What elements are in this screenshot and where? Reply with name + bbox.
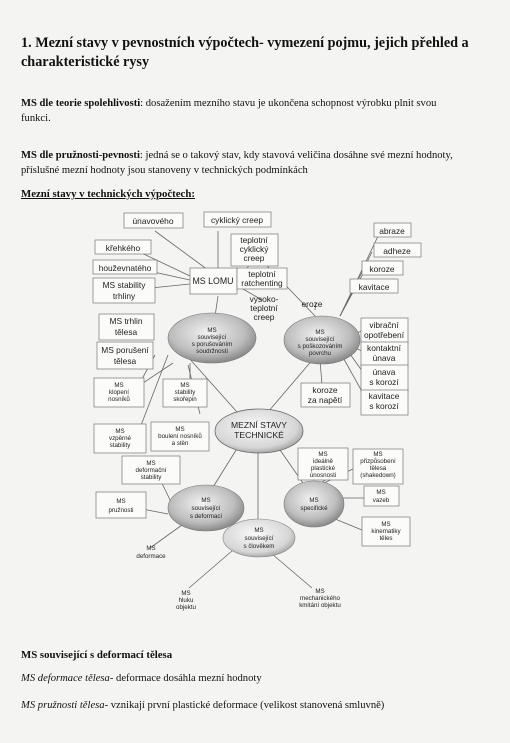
- svg-text:trhliny: trhliny: [112, 291, 136, 301]
- svg-text:cyklický: cyklický: [239, 244, 269, 254]
- svg-text:tělesa: tělesa: [113, 356, 137, 366]
- definition-reliability: MS dle teorie spolehlivosti: dosažením mezního stavu je ukončena schopnost výrobku plnit svou funkci.: [21, 98, 437, 124]
- svg-text:související: související: [244, 535, 274, 542]
- svg-text:s korozí: s korozí: [369, 401, 399, 411]
- buckling-label: MS: [115, 428, 125, 435]
- svg-text:stability: stability: [140, 474, 162, 481]
- cavitation-corrosion-label: kavitace: [368, 391, 400, 401]
- deformation-label: MS: [146, 545, 156, 552]
- thermal-ratcheting-label: teplotní: [248, 269, 276, 279]
- svg-text:opotřebení: opotřebení: [363, 330, 405, 340]
- svg-text:povrchu: povrchu: [308, 350, 332, 357]
- svg-text:s porušováním: s porušováním: [191, 341, 233, 348]
- svg-text:s poškozováním: s poškozováním: [297, 343, 343, 350]
- svg-text:skořepin: skořepin: [173, 396, 197, 403]
- svg-text:za napětí: za napětí: [307, 395, 343, 405]
- center-title: MEZNÍ STAVY: [230, 420, 288, 430]
- svg-text:kinematiky: kinematiky: [371, 528, 401, 535]
- svg-text:mechanického: mechanického: [300, 595, 340, 602]
- svg-text:stability: stability: [174, 389, 196, 396]
- svg-text:stability: stability: [109, 442, 131, 449]
- shell-stability-label: MS: [180, 382, 190, 389]
- constraints-label: MS: [376, 489, 386, 496]
- stress-corrosion-label: koroze: [312, 385, 338, 395]
- definition-deformation: MS deformace tělesa- deformace dosáhla mezní hodnoty: [21, 673, 262, 684]
- svg-text:plastické: plastické: [310, 465, 336, 472]
- fatigue-label: únavového: [132, 216, 174, 226]
- vibration-label: MS: [315, 588, 325, 595]
- svg-text:související: související: [305, 336, 335, 343]
- elasticity-label: MS: [116, 498, 126, 505]
- crack-stability-label: MS stability: [102, 280, 146, 290]
- svg-text:teplotní: teplotní: [250, 303, 278, 313]
- svg-text:objektu: objektu: [176, 604, 196, 611]
- svg-text:únosnosti: únosnosti: [309, 472, 337, 479]
- svg-text:specifické: specifické: [300, 505, 328, 512]
- corrosion-label: koroze: [369, 264, 395, 274]
- svg-text:creep: creep: [243, 253, 265, 263]
- ellipse-specific: [284, 481, 344, 527]
- corrosion-fatigue-label: únava: [372, 367, 396, 377]
- svg-text:kmitání objektu: kmitání objektu: [299, 602, 341, 609]
- svg-text:hluku: hluku: [178, 597, 194, 604]
- erosion-label: eroze: [301, 299, 323, 309]
- svg-text:TECHNICKÉ: TECHNICKÉ: [234, 430, 284, 440]
- svg-text:nosníků: nosníků: [108, 396, 130, 403]
- diagram-heading: Mezní stavy v technických výpočtech:: [21, 188, 195, 200]
- svg-text:a stěn: a stěn: [171, 440, 189, 447]
- svg-text:přizpůsobení: přizpůsobení: [360, 458, 396, 465]
- brittle-label: křehkého: [105, 243, 141, 253]
- svg-text:s korozí: s korozí: [369, 377, 399, 387]
- svg-text:creep: creep: [253, 312, 275, 322]
- svg-text:vazeb: vazeb: [372, 497, 390, 504]
- deformation-stability-label: MS: [146, 460, 156, 467]
- cavitation-label: kavitace: [358, 282, 390, 292]
- svg-text:těles: těles: [379, 535, 393, 542]
- svg-text:soudržnosti: soudržnosti: [196, 348, 228, 355]
- svg-text:vzpěrné: vzpěrné: [108, 435, 132, 442]
- noise-label: MS: [181, 590, 191, 597]
- contact-fatigue-label: kontaktní: [367, 343, 401, 353]
- svg-text:související: související: [191, 505, 221, 512]
- svg-text:tělesa: tělesa: [114, 327, 138, 337]
- cohesion-ellipse-text: MS: [207, 327, 217, 334]
- body-failure-label: MS porušení: [101, 345, 149, 355]
- surface-ellipse-text: MS: [315, 329, 325, 336]
- svg-text:s deformací: s deformací: [189, 513, 223, 520]
- abrasion-label: abraze: [379, 226, 405, 236]
- section-deformation-title: MS související s deformací tělesa: [21, 649, 173, 661]
- human-ellipse-text: MS: [254, 527, 264, 534]
- fracture-label: MS LOMU: [192, 276, 234, 286]
- cyclic-creep-label: cyklický creep: [210, 215, 264, 225]
- specific-ellipse-text: MS: [309, 497, 319, 504]
- svg-text:boulení nosníků: boulení nosníků: [158, 433, 202, 440]
- svg-text:ratchenting: ratchenting: [241, 278, 283, 288]
- definition-strength: MS dle pružnosti-pevnosti: jedná se o takový stav, kdy stavová veličina dosáhne své mezní hodnoty, příslušné mezní hodnoty jsou stanoveny v technických podmínkách: [21, 150, 453, 176]
- svg-text:související: související: [197, 334, 227, 341]
- thermal-cyclic-creep-label: teplotní: [240, 235, 268, 245]
- body-cracks-label: MS trhlin: [109, 316, 143, 326]
- tipping-label: MS: [114, 382, 124, 389]
- ductile-label: houževnatého: [98, 263, 152, 273]
- svg-text:ideálně: ideálně: [313, 458, 333, 465]
- plate-buckling-label: MS: [175, 426, 185, 433]
- svg-text:deformační: deformační: [135, 467, 167, 474]
- svg-text:deformace: deformace: [136, 553, 166, 560]
- svg-text:únava: únava: [372, 353, 396, 363]
- svg-text:tělesa: tělesa: [369, 465, 387, 472]
- deformation-ellipse-text: MS: [201, 497, 211, 504]
- high-temp-creep-label: vysoko-: [249, 294, 279, 304]
- plastic-capacity-label: MS: [318, 451, 328, 458]
- shakedown-label: MS: [373, 451, 383, 458]
- svg-text:pružnosti: pružnosti: [108, 507, 134, 514]
- svg-text:(shakedown): (shakedown): [360, 472, 396, 479]
- adhesion-label: adheze: [383, 246, 411, 256]
- svg-text:s člověkem: s člověkem: [243, 543, 275, 550]
- fretting-label: vibrační: [369, 320, 399, 330]
- page-title: 1. Mezní stavy v pevnostních výpočtech- vymezení pojmu, jejich přehled a charakteristické rysy: [21, 35, 469, 70]
- definition-elasticity: MS pružnosti tělesa- vznikají první plastické deformace (velikost stanovená smluvně): [21, 700, 385, 711]
- svg-text:klopení: klopení: [109, 389, 129, 396]
- kinematics-label: MS: [381, 521, 391, 528]
